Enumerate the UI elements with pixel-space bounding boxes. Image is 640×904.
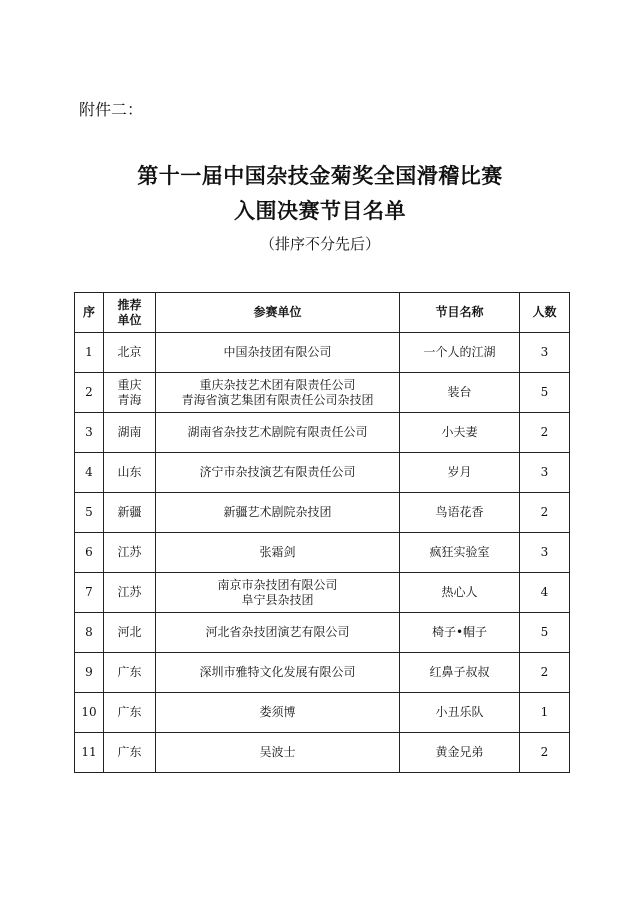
cell-unit [156,373,400,413]
cell-unit [156,653,400,693]
cell-unit-line: 阜宁县杂技团 [241,592,314,607]
cell-unit-line: 湖南省杂技艺术剧院有限责任公司 [187,425,368,439]
table-row [75,653,570,693]
cell-unit-line: 张霜剑 [259,545,296,559]
cell-region [104,573,156,613]
header-region-line2: 单位 [117,312,142,327]
cell-unit [156,453,400,493]
cell-count: 2 [520,733,570,773]
cell-count: 5 [520,613,570,653]
cell-unit-line: 娄须博 [259,705,296,719]
header-seq: 序 [75,293,104,333]
table-row [75,613,570,653]
cell-region-line: 河北 [117,625,142,639]
header-region-line1: 推荐 [117,297,142,312]
cell-unit-line: 青海省演艺集团有限责任公司杂技团 [181,392,374,407]
cell-seq: 8 [75,613,104,653]
cell-seq: 1 [75,333,104,373]
table-row [75,373,570,413]
cell-unit [156,733,400,773]
cell-unit-line: 济宁市杂技演艺有限责任公司 [199,465,356,479]
cell-count: 2 [520,493,570,533]
cell-program: 红鼻子叔叔 [400,653,520,693]
cell-unit [156,413,400,453]
cell-unit [156,613,400,653]
cell-count: 1 [520,693,570,733]
cell-region-line: 江苏 [117,585,142,599]
cell-seq: 11 [75,733,104,773]
table-row [75,453,570,493]
cell-program: 小夫妻 [400,413,520,453]
cell-unit [156,573,400,613]
cell-unit-line: 新疆艺术剧院杂技团 [223,505,332,519]
table-row [75,733,570,773]
cell-region-line: 广东 [117,745,142,759]
cell-unit-line: 吴波士 [259,745,296,759]
cell-region [104,413,156,453]
header-region [104,293,156,333]
cell-region-line: 广东 [117,665,142,679]
cell-seq: 4 [75,453,104,493]
cell-region [104,733,156,773]
cell-count: 3 [520,533,570,573]
cell-program: 岁月 [400,453,520,493]
cell-region-line: 北京 [117,345,142,359]
table-row [75,413,570,453]
header-program: 节目名称 [400,293,520,333]
cell-seq: 6 [75,533,104,573]
header-unit: 参赛单位 [156,293,400,333]
cell-seq: 7 [75,573,104,613]
cell-region [104,493,156,533]
cell-program: 一个人的江湖 [400,333,520,373]
cell-unit-line: 南京市杂技团有限公司 [217,577,338,592]
cell-program: 鸟语花香 [400,493,520,533]
cell-count: 3 [520,453,570,493]
cell-region [104,453,156,493]
cell-count: 2 [520,653,570,693]
finalist-table [74,292,570,773]
cell-unit-line: 河北省杂技团演艺有限公司 [205,625,350,639]
cell-seq: 3 [75,413,104,453]
cell-seq: 10 [75,693,104,733]
cell-region [104,653,156,693]
cell-program: 小丑乐队 [400,693,520,733]
table-header-row [75,293,570,333]
cell-region-line: 江苏 [117,545,142,559]
cell-region [104,693,156,733]
cell-unit-line: 中国杂技团有限公司 [223,345,332,359]
cell-unit-line: 重庆杂技艺术团有限责任公司 [199,377,356,392]
cell-region-line: 湖南 [117,425,142,439]
table-row [75,493,570,533]
cell-count: 3 [520,333,570,373]
table-row [75,533,570,573]
cell-seq: 9 [75,653,104,693]
cell-count: 2 [520,413,570,453]
cell-program: 疯狂实验室 [400,533,520,573]
cell-count: 4 [520,573,570,613]
cell-seq: 2 [75,373,104,413]
header-count: 人数 [520,293,570,333]
table-row [75,573,570,613]
cell-region-line: 重庆 [117,377,142,392]
cell-unit-line: 深圳市雅特文化发展有限公司 [199,665,356,679]
ordering-note: （排序不分先后） [259,235,380,253]
table-row [75,333,570,373]
cell-region [104,373,156,413]
cell-program: 装台 [400,373,520,413]
cell-unit [156,493,400,533]
cell-program: 椅子•帽子 [400,613,520,653]
table-body [75,333,570,773]
cell-region [104,533,156,573]
cell-region-line: 新疆 [117,505,142,519]
page-title-line2: 入围决赛节目名单 [234,198,406,223]
cell-program: 黄金兄弟 [400,733,520,773]
cell-program: 热心人 [400,573,520,613]
cell-unit [156,693,400,733]
cell-region [104,613,156,653]
cell-unit [156,533,400,573]
cell-unit [156,333,400,373]
cell-region-line: 广东 [117,705,142,719]
table-row [75,693,570,733]
page-title: 第十一届中国杂技金菊奖全国滑稽比赛 [137,163,503,188]
attachment-label: 附件二： [79,100,144,119]
cell-seq: 5 [75,493,104,533]
cell-region [104,333,156,373]
cell-count: 5 [520,373,570,413]
cell-region-line: 青海 [117,392,142,407]
cell-region-line: 山东 [117,465,142,479]
